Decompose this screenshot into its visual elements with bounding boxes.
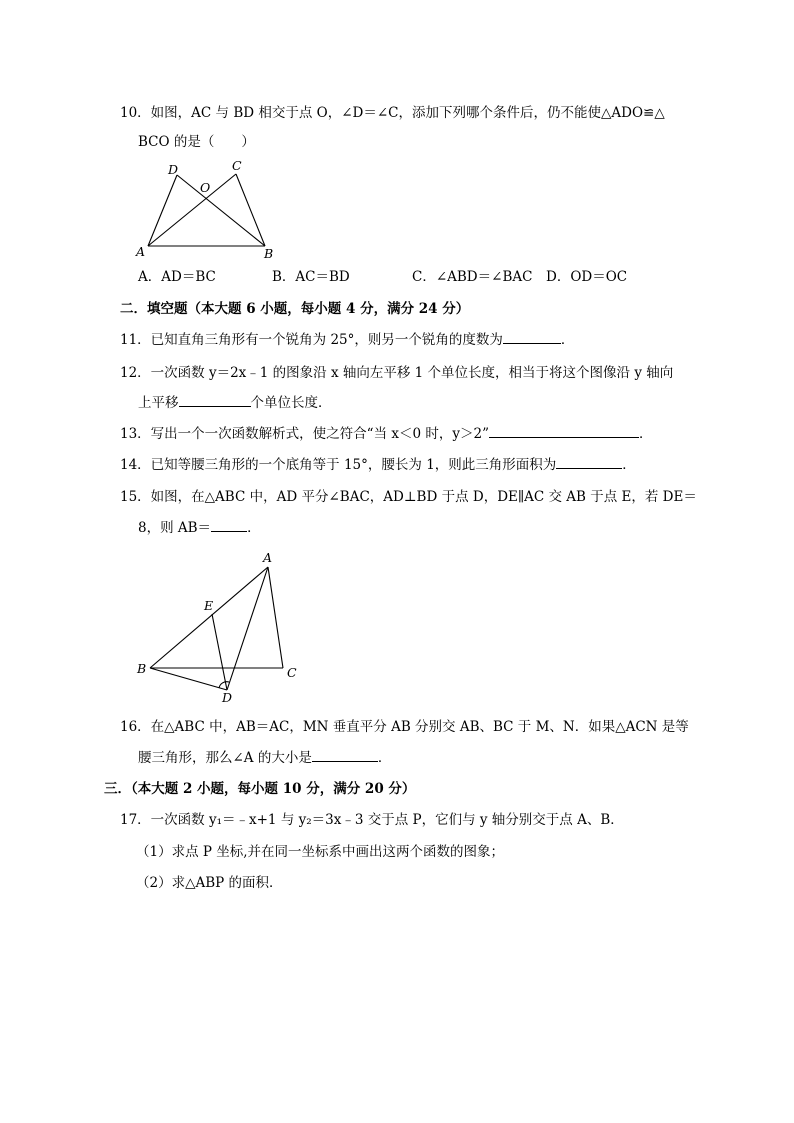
q13-end: ．	[638, 426, 653, 442]
label-C: C	[232, 158, 242, 173]
section3-heading: 三．（本大题 2 小题，每小题 10 分，满分 20 分）	[104, 781, 416, 797]
q16-line2	[138, 749, 391, 767]
q16-answer-blank	[312, 749, 378, 762]
segment-AC	[268, 567, 283, 668]
q16-line2a: 腰三角形，那么∠A 的大小是	[138, 750, 312, 766]
q10-line2: BCO 的是（ ）	[138, 134, 255, 150]
q10-option-c: C．∠ABD＝∠BAC	[412, 269, 533, 285]
q10-option-a: A．AD＝BC	[138, 269, 216, 285]
section2-heading: 二．填空题（本大题 6 小题，每小题 4 分，满分 24 分）	[120, 301, 470, 317]
segment-AB	[150, 567, 268, 668]
q17-line1: 17．一次函数 y₁＝﹣x+1 与 y₂＝3x﹣3 交于点 P，它们与 y 轴分别交于点 A、B．	[120, 812, 624, 828]
label-E: E	[204, 598, 214, 613]
label-B: B	[264, 246, 274, 261]
segment-ED	[212, 614, 227, 690]
q12-line2b: 个单位长度．	[250, 395, 332, 411]
q15-line2a: 8，则 AB＝	[138, 520, 212, 536]
q16-line2b: ．	[377, 750, 392, 766]
q10-line1: 10．如图，AC 与 BD 相交于点 O，∠D＝∠C，添加下列哪个条件后，仍不能使△ADO≌△	[120, 105, 665, 121]
label-A: A	[263, 550, 273, 565]
q15-line2b: ．	[247, 520, 261, 536]
q10-option-d: D．OD＝OC	[546, 269, 628, 285]
q14-text: 14．已知等腰三角形的一个底角等于 15°，腰长为 1，则此三角形面积为	[120, 457, 557, 473]
label-O: O	[200, 180, 211, 195]
q12-line1: 12．一次函数 y＝2x﹣1 的图象沿 x 轴向左平移 1 个单位长度，相当于将这个图像沿 y 轴向	[120, 365, 674, 381]
q13-text: 13．写出一个一次函数解析式，使之符合“当 x＜0 时，y＞2”	[120, 426, 489, 442]
q16-line1: 16．在△ABC 中，AB＝AC，MN 垂直平分 AB 分别交 AB、BC 于 M、N．如果△ACN 是等	[120, 719, 689, 735]
q17-sub2: （2）求△ABP 的面积．	[136, 875, 283, 891]
q17-sub1: （1）求点 P 坐标,并在同一坐标系中画出这两个函数的图象；	[136, 844, 505, 860]
q15-line1: 15．如图，在△ABC 中，AD 平分∠BAC，AD⊥BD 于点 D，DE∥AC 交 AB 于点 E，若 DE＝	[120, 489, 697, 505]
q10-option-b: B．AC＝BD	[272, 269, 350, 285]
q12-line2a: 上平移	[138, 395, 179, 411]
segment-AD	[227, 567, 268, 690]
label-D: D	[222, 690, 233, 705]
q14-end: ．	[622, 457, 636, 473]
q11-end: ．	[560, 332, 575, 348]
label-C: C	[287, 665, 297, 680]
label-A: A	[136, 244, 146, 259]
label-B: B	[137, 661, 147, 676]
q11-text: 11．已知直角三角形有一个锐角为 25°，则另一个锐角的度数为	[120, 332, 503, 348]
segment-BD	[150, 668, 227, 690]
label-D: D	[168, 162, 179, 177]
